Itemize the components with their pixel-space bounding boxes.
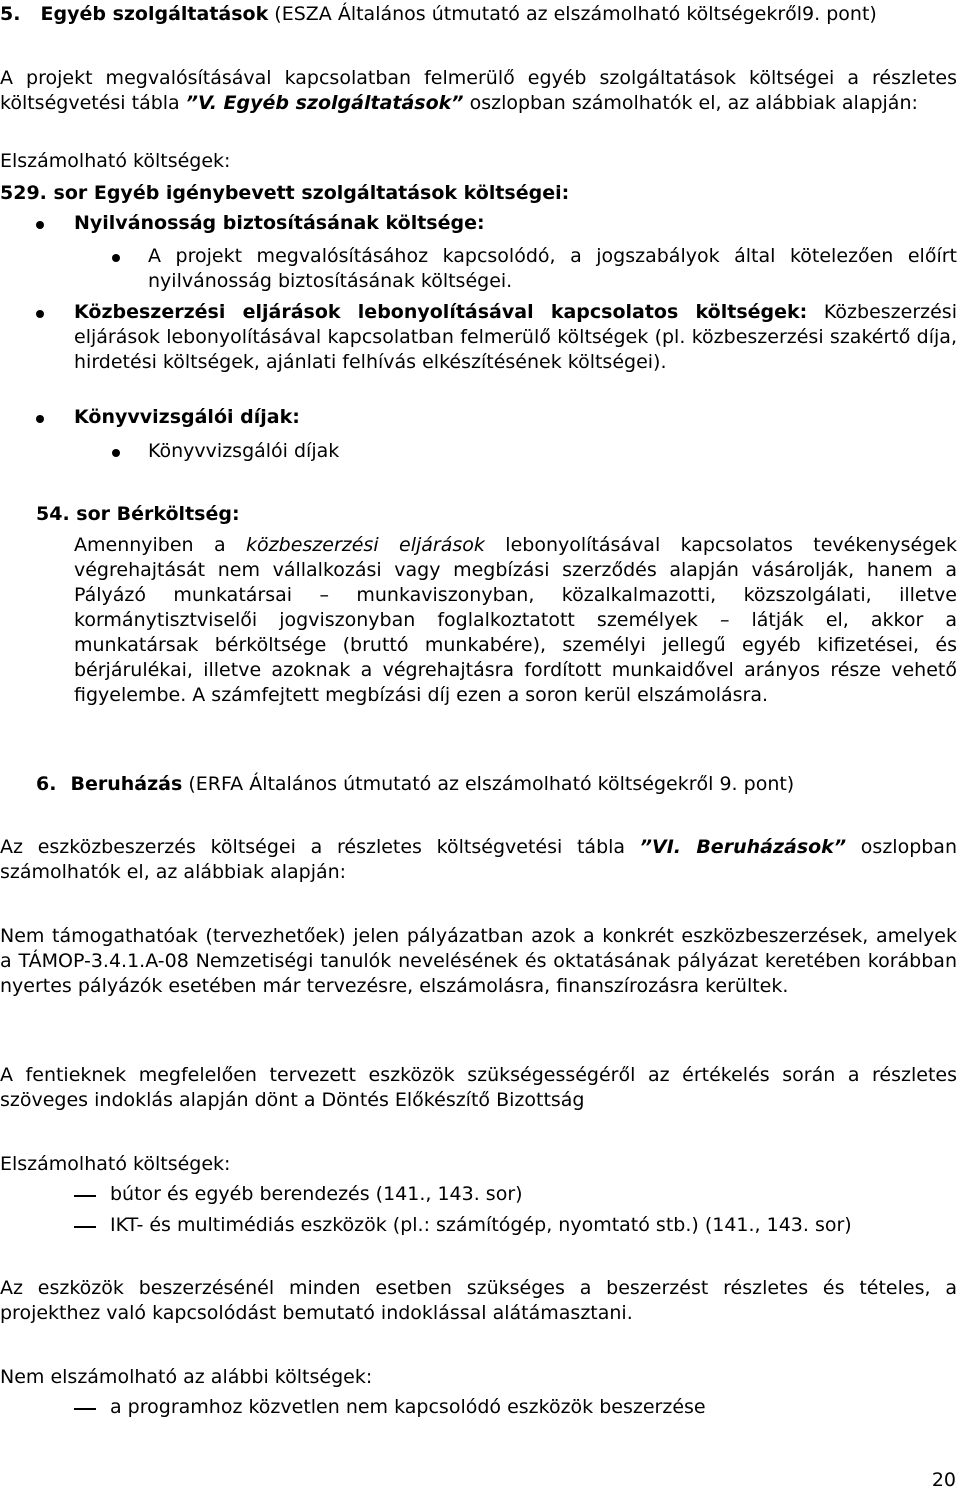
section-5-intro <box>0 66 957 116</box>
section-6-p2: Nem támogathatóak (tervezhetőek) jelen pályázatban azok a konkrét eszközbeszerzések, amelyek a TÁMOP-3.4.1.A-08 Nemzetiségi tanulók nevelésének és oktatásának pályázat keretében korábban nyertes pályázók esetében már tervezésre, elszámolásra, finanszírozásra kerültek. <box>0 925 957 997</box>
row-529-title: sor Egyéb igénybevett szolgáltatások költségei: <box>46 182 570 204</box>
dash-bullet-icon <box>74 1408 96 1410</box>
row-529-heading <box>0 181 957 206</box>
bullet-title: Közbeszerzési eljárások lebonyolításával kapcsolatos költségek: <box>74 301 808 323</box>
emphasis: közbeszerzési eljárások <box>246 534 485 556</box>
text-run: oszlopban számolhatók el, az alábbiak alapján: <box>0 836 957 883</box>
section-5-reference: (ESZA Általános útmutató az elszámolható költségekről9. pont) <box>268 3 877 25</box>
text-run: Az eszközbeszerzés költségei a részletes költségvetési tábla <box>0 836 640 858</box>
bullet-audit-title <box>74 405 957 430</box>
section-6-reference: (ERFA Általános útmutató az elszámolható költségekről 9. pont) <box>182 773 795 795</box>
bullet-publicity-title <box>74 211 957 236</box>
column-reference: ”VI. Beruházások” <box>639 836 847 858</box>
not-eligible-item: a programhoz közvetlen nem kapcsolódó eszközök beszerzése <box>110 1396 706 1418</box>
text-run: Amennyiben a <box>74 534 247 556</box>
bullet-title: Könyvvizsgálói díjak: <box>74 406 300 428</box>
dash-bullet-icon <box>74 1195 96 1197</box>
section-5-number: 5. <box>0 3 21 25</box>
dash-bullet-icon <box>74 1226 96 1228</box>
row-54-text <box>74 533 957 708</box>
section-6-number: 6. <box>36 773 57 795</box>
eligible-costs-label: Elszámolható költségek: <box>0 150 231 172</box>
bullet-icon <box>112 449 120 457</box>
bullet-icon <box>36 310 44 318</box>
bullet-publicity-text: A projekt megvalósításához kapcsolódó, a jogszabályok által kötelezően előírt nyilvánosság biztosításának költségei. <box>148 245 957 292</box>
eligible-item: IKT- és multimédiás eszközök (pl.: számítógép, nyomtató stb.) (141., 143. sor) <box>110 1214 852 1236</box>
section-6-not-eligible-label: Nem elszámolható az alábbi költségek: <box>0 1366 373 1388</box>
section-6-eligible-label: Elszámolható költségek: <box>0 1153 231 1175</box>
bullet-procurement <box>74 300 957 375</box>
row-54-title: sor Bérköltség: <box>69 503 240 525</box>
section-6-title: Beruházás <box>70 773 183 795</box>
bullet-audit-text: Könyvvizsgálói díjak <box>148 440 340 462</box>
section-6-p4: Az eszközök beszerzésénél minden esetben szükséges a beszerzést részletes és tételes, a projekthez való kapcsolódást bemutató indoklással alátámasztani. <box>0 1277 957 1324</box>
bullet-text: Közbeszerzési eljárások lebonyolításával kapcsolatban felmerülő költségek (pl. közbeszerzési szakértő díja, hirdetési költségek, ajánlati felhívás elkészítésének költségei). <box>74 301 957 373</box>
bullet-icon <box>36 415 44 423</box>
intro-text: A projekt megvalósításával kapcsolatban felmerülő egyéb szolgáltatások költségei a részletes költségvetési tábla <box>0 67 957 114</box>
section-6-p1 <box>0 835 957 885</box>
bullet-title: Nyilvánosság biztosításának költsége: <box>74 212 485 234</box>
bullet-icon <box>36 221 44 229</box>
section-6-p3: A fentieknek megfelelően tervezett eszközök szükségességéről az értékelés során a részletes szöveges indoklás alapján dönt a Döntés Előkészítő Bizottság <box>0 1064 957 1111</box>
section-6-heading <box>36 772 957 797</box>
section-5-title: Egyéb szolgáltatások <box>40 3 269 25</box>
bullet-icon <box>112 254 120 262</box>
column-reference: ”V. Egyéb szolgáltatások” <box>185 92 464 114</box>
row-54-number: 54. <box>36 503 70 525</box>
intro-text-end: oszlopban számolhatók el, az alábbiak alapján: <box>463 92 918 114</box>
eligible-item: bútor és egyéb berendezés (141., 143. sor) <box>110 1183 523 1205</box>
section-5-heading <box>0 2 957 27</box>
row-54-heading <box>36 502 957 527</box>
row-529-number: 529. <box>0 182 47 204</box>
text-run: lebonyolításával kapcsolatos tevékenységek végrehajtását nem vállalkozási vagy megbízási szerződés alapján vásárolják, hanem a Pályázó munkatársai – munkaviszonyban, közalkalmazotti, közszolgálati, illetve kormánytisztviselői jogviszonyban foglalkoztatott személyek – látják el, akkor a munkatársak bérköltsége (bruttó munkabére), személyi jellegű egyéb kifizetései, és bérjárulékai, illetve azoknak a végrehajtásra fordított munkaidővel arányos része vehető figyelembe. A számfejtett megbízási díj ezen a soron kerül elszámolásra. <box>74 534 957 706</box>
page-number: 20 <box>931 1469 956 1491</box>
